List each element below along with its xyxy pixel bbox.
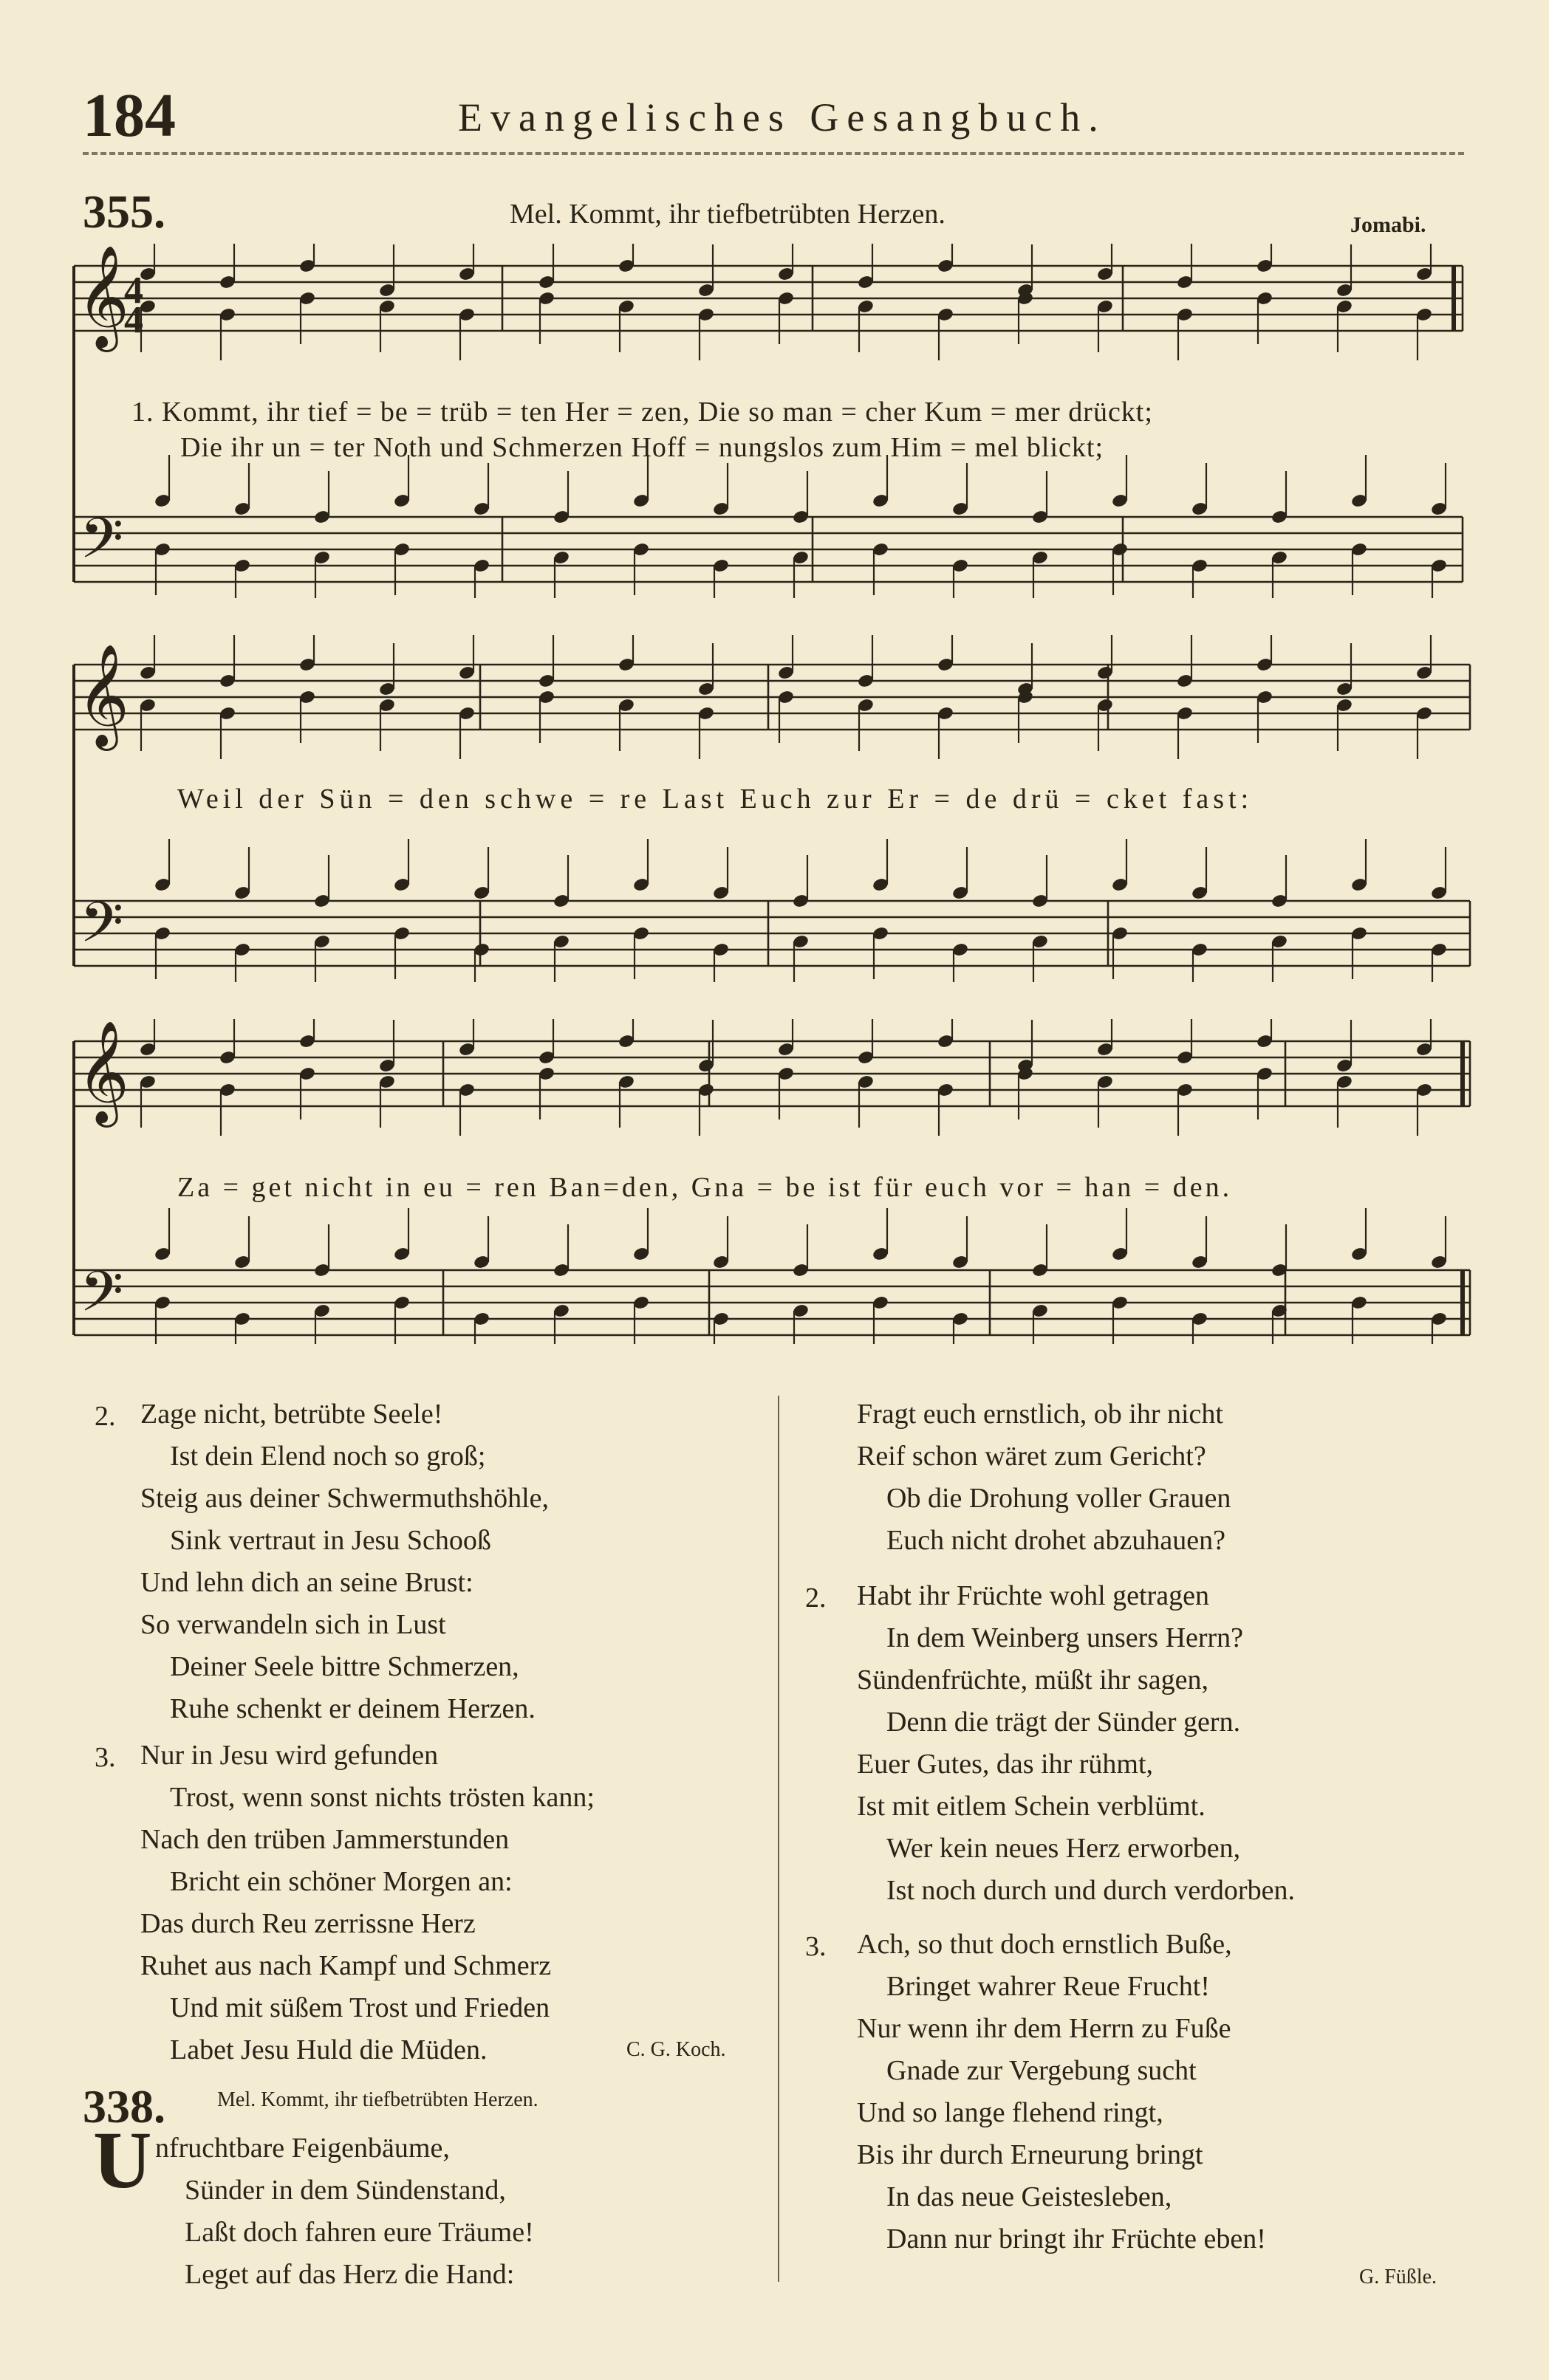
verse-line: Und lehn dich an seine Brust:: [140, 1567, 473, 1598]
verse-line: Gnade zur Vergebung sucht: [886, 2055, 1197, 2086]
verse-line: Ach, so thut doch ernstlich Buße,: [857, 1929, 1232, 1960]
hymn-number: 338.: [83, 2080, 165, 2133]
hymn-number: 355.: [83, 185, 165, 238]
verse-line: Denn die trägt der Sünder gern.: [886, 1707, 1241, 1738]
verse-line: Deiner Seele bittre Schmerzen,: [170, 1651, 519, 1682]
verse-line: Ob die Drohung voller Grauen: [886, 1483, 1231, 1514]
verse-line: Euch nicht drohet abzuhauen?: [886, 1525, 1225, 1556]
verse-number: 3.: [805, 1931, 827, 1962]
verse-line: Trost, wenn sonst nichts trösten kann;: [170, 1782, 595, 1813]
verse-attribution: C. G. Koch.: [626, 2038, 726, 2061]
header-rule: [83, 152, 1464, 155]
verse-line: Ist noch durch und durch verdorben.: [886, 1875, 1295, 1906]
verse-line: nfruchtbare Feigenbäume,: [155, 2133, 450, 2164]
verse-line: In das neue Geistesleben,: [886, 2181, 1172, 2212]
verse-line: Ruhe schenkt er deinem Herzen.: [170, 1693, 536, 1724]
bass-clef: 𝄢: [80, 890, 124, 969]
composer-name: Jomabi.: [1350, 213, 1426, 237]
verse-line: Leget auf das Herz die Hand:: [185, 2259, 515, 2290]
melody-reference: Mel. Kommt, ihr tiefbetrübten Herzen.: [217, 2088, 538, 2111]
treble-clef: 𝄞: [77, 1021, 129, 1123]
verse-line: Reif schon wäret zum Gericht?: [857, 1441, 1206, 1472]
verse-line: Sünder in dem Sündenstand,: [185, 2175, 506, 2206]
column-divider: [778, 1396, 779, 2282]
treble-clef: 𝄞: [77, 644, 129, 747]
drop-cap: U: [93, 2115, 152, 2205]
time-signature: 4: [124, 299, 143, 341]
page-number: 184: [83, 81, 176, 150]
verse-line: Nur wenn ihr dem Herrn zu Fuße: [857, 2013, 1231, 2044]
treble-clef: 𝄞: [77, 245, 129, 348]
verse-line: Fragt euch ernstlich, ob ihr nicht: [857, 1399, 1223, 1430]
bass-clef: 𝄢: [80, 1259, 124, 1338]
verse-line: Euer Gutes, das ihr rühmt,: [857, 1749, 1154, 1780]
running-title: Evangelisches Gesangbuch.: [458, 95, 1107, 140]
verse-line: Nur in Jesu wird gefunden: [140, 1740, 439, 1771]
verse-line: Das durch Reu zerrissne Herz: [140, 1908, 476, 1939]
verse-line: Bringet wahrer Reue Frucht!: [886, 1971, 1210, 2002]
lyrics-line-3: Weil der Sün = den schwe = re Last Euch zur Er = de drü = cket fast:: [177, 783, 1254, 815]
bass-clef: 𝄢: [80, 506, 124, 585]
verse-number: 3.: [95, 1742, 116, 1773]
verse-line: Und so lange flehend ringt,: [857, 2097, 1163, 2128]
verse-line: Dann nur bringt ihr Früchte eben!: [886, 2223, 1266, 2254]
time-signature: 4: [124, 270, 143, 312]
verse-line: Habt ihr Früchte wohl getragen: [857, 1580, 1209, 1611]
verse-line: Ist mit eitlem Schein verblümt.: [857, 1791, 1206, 1822]
lyrics-line-4: Za = get nicht in eu = ren Ban=den, Gna = be ist für euch vor = han = den.: [177, 1172, 1233, 1203]
verse-number: 2.: [95, 1401, 116, 1432]
verse-line: Sink vertraut in Jesu Schooß: [170, 1525, 491, 1556]
verse-line: In dem Weinberg unsers Herrn?: [886, 1622, 1244, 1653]
verse-line: Ruhet aus nach Kampf und Schmerz: [140, 1950, 552, 1981]
verse-line: Wer kein neues Herz erworben,: [886, 1833, 1241, 1864]
lyrics-line-2: Die ihr un = ter Noth und Schmerzen Hoff = nungslos zum Him = mel blickt;: [180, 432, 1104, 463]
verse-line: Bis ihr durch Erneurung bringt: [857, 2139, 1203, 2170]
verse-line: Ist dein Elend noch so groß;: [170, 1441, 486, 1472]
lyrics-line-1: 1. Kommt, ihr tief = be = trüb = ten Her = zen, Die so man = cher Kum = mer drückt;: [131, 397, 1153, 428]
verse-line: Laßt doch fahren eure Träume!: [185, 2217, 534, 2248]
verse-line: Sündenfrüchte, müßt ihr sagen,: [857, 1664, 1208, 1695]
verse-line: Bricht ein schöner Morgen an:: [170, 1866, 513, 1897]
verse-attribution: G. Füßle.: [1359, 2266, 1437, 2288]
verse-number: 2.: [805, 1582, 827, 1613]
verse-line: Nach den trüben Jammerstunden: [140, 1824, 510, 1855]
melody-reference: Mel. Kommt, ihr tiefbetrübten Herzen.: [510, 199, 946, 230]
verse-line: Und mit süßem Trost und Frieden: [170, 1992, 550, 2023]
verse-line: So verwandeln sich in Lust: [140, 1609, 446, 1640]
verse-line: Zage nicht, betrübte Seele!: [140, 1399, 443, 1430]
verse-line: Steig aus deiner Schwermuthshöhle,: [140, 1483, 550, 1514]
verse-line: Labet Jesu Huld die Müden.: [170, 2034, 488, 2065]
